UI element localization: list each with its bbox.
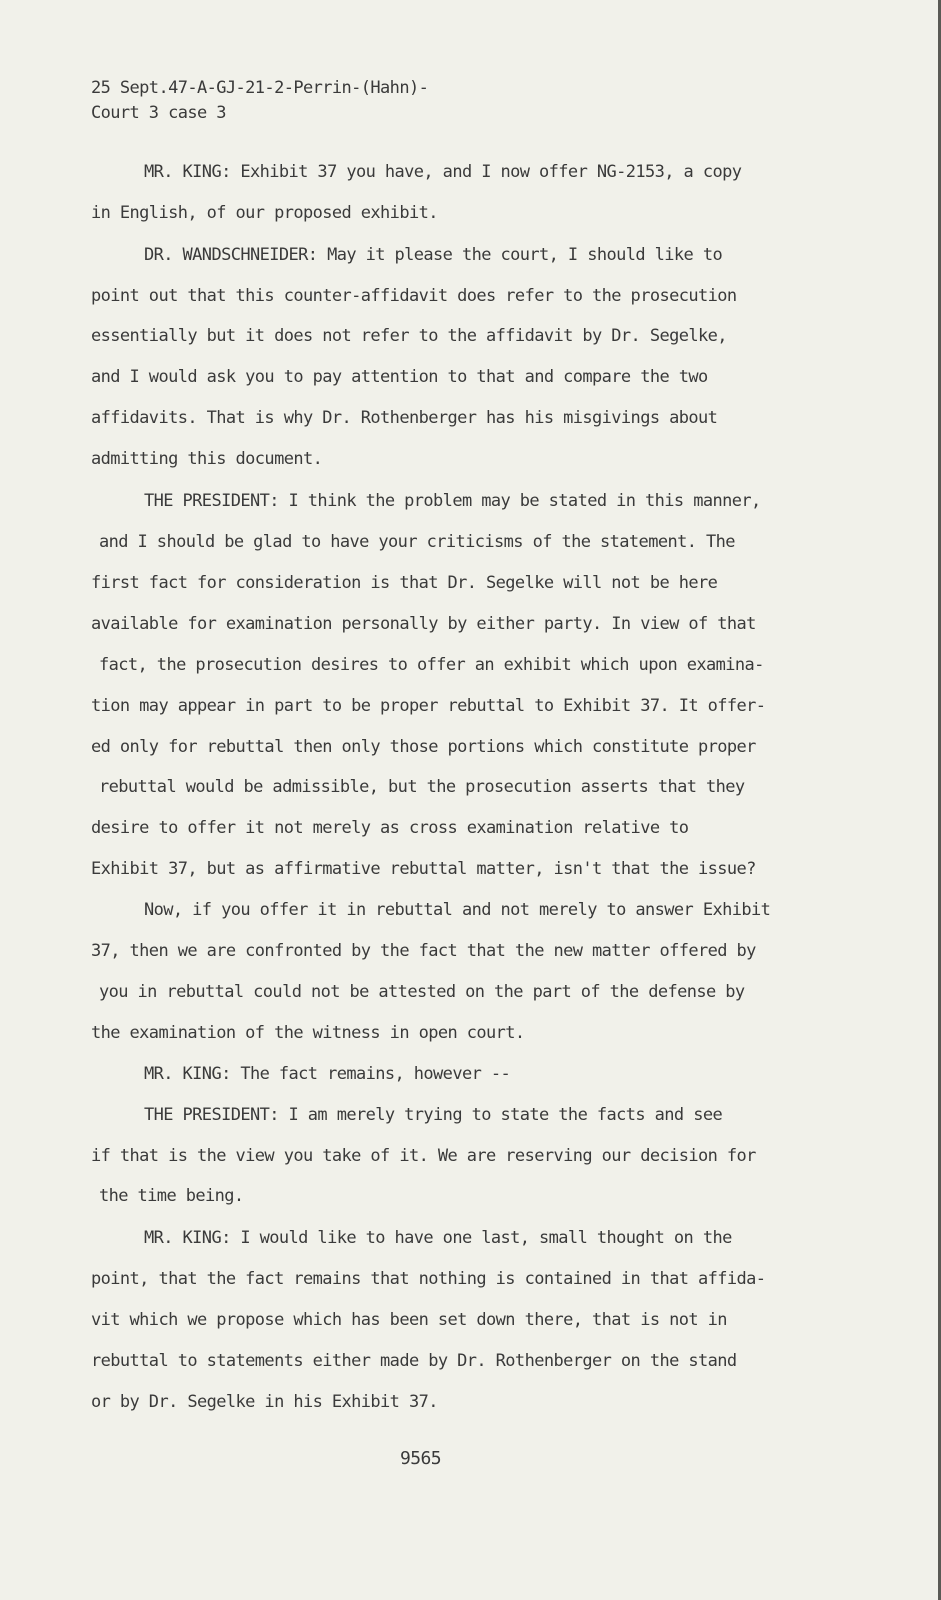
body-line: vit which we propose which has been set down there, that is not in [91,1310,727,1330]
body-line: if that is the view you take of it. We are reserving our decision for [91,1146,756,1166]
body-line: fact, the prosecution desires to offer an exhibit which upon examina- [99,655,764,675]
body-line: MR. KING: I would like to have one last, small thought on the [144,1228,732,1248]
body-line: tion may appear in part to be proper rebuttal to Exhibit 37. It offer- [91,696,766,716]
body-line: and I should be glad to have your criticisms of the statement. The [99,532,735,552]
header-court-line: Court 3 case 3 [91,103,226,123]
body-line: 37, then we are confronted by the fact that the new matter offered by [91,941,756,961]
body-line: or by Dr. Segelke in his Exhibit 37. [91,1392,438,1412]
body-line: affidavits. That is why Dr. Rothenberger has his misgivings about [91,408,718,428]
body-line: rebuttal would be admissible, but the prosecution asserts that they [99,777,745,797]
body-line: Now, if you offer it in rebuttal and not merely to answer Exhibit [144,900,771,920]
body-line: desire to offer it not merely as cross examination relative to [91,818,689,838]
body-line: THE PRESIDENT: I think the problem may be stated in this manner, [144,491,761,511]
body-line: and I would ask you to pay attention to that and compare the two [91,367,708,387]
body-line: Exhibit 37, but as affirmative rebuttal matter, isn't that the issue? [91,859,756,879]
body-line: available for examination personally by either party. In view of that [91,614,756,634]
body-line: admitting this document. [91,449,323,469]
body-line: point out that this counter-affidavit does refer to the prosecution [91,286,737,306]
body-line: the time being. [99,1186,244,1206]
body-line: the examination of the witness in open court. [91,1023,525,1043]
page-number: 9565 [400,1448,441,1469]
body-line: ed only for rebuttal then only those portions which constitute proper [91,737,756,757]
body-line: DR. WANDSCHNEIDER: May it please the court, I should like to [144,245,723,265]
body-line: you in rebuttal could not be attested on the part of the defense by [99,982,745,1002]
body-line: MR. KING: Exhibit 37 you have, and I now offer NG-2153, a copy [144,162,742,182]
body-line: THE PRESIDENT: I am merely trying to state the facts and see [144,1105,723,1125]
body-line: first fact for consideration is that Dr. Segelke will not be here [91,573,718,593]
body-line: rebuttal to statements either made by Dr. Rothenberger on the stand [91,1351,737,1371]
body-line: essentially but it does not refer to the affidavit by Dr. Segelke, [91,326,727,346]
header-reference-line: 25 Sept.47-A-GJ-21-2-Perrin-(Hahn)- [91,78,429,98]
body-line: in English, of our proposed exhibit. [91,203,438,223]
body-line: point, that the fact remains that nothing is contained in that affida- [91,1269,766,1289]
body-line: MR. KING: The fact remains, however -- [144,1064,511,1084]
